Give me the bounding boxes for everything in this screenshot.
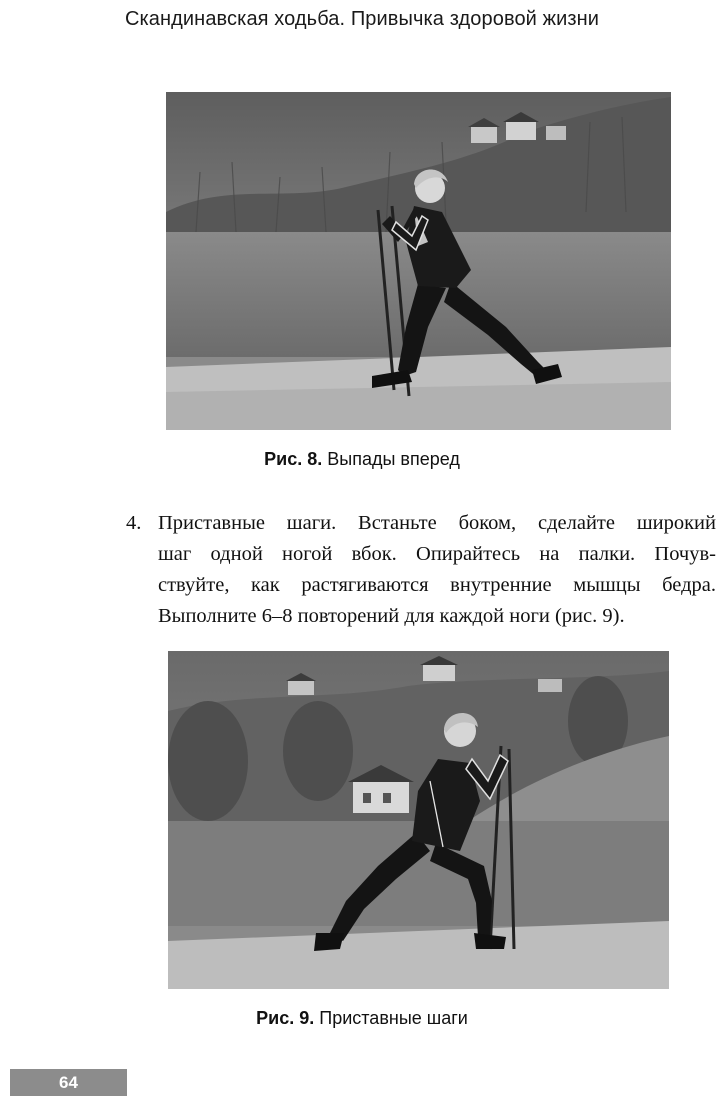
step-number: 4. — [126, 512, 142, 534]
running-title: Скандинавская ходьба. Привычка здоровой жизни — [124, 8, 600, 30]
figure-9-photo — [168, 651, 669, 989]
page-number: 64 — [10, 1069, 127, 1096]
step-4-line-1: Приставные шаги. Встаньте боком, сделайте широкий — [158, 512, 716, 534]
figure-8-label: Рис. 8. — [264, 449, 323, 469]
figure-9-title: Приставные шаги — [319, 1008, 468, 1028]
figure-8-photo — [166, 92, 671, 430]
step-4-line-2: шаг одной ногой вбок. Опирайтесь на палки. Почув- — [158, 543, 716, 565]
step-4-paragraph — [126, 508, 716, 632]
figure-9-label: Рис. 9. — [256, 1008, 315, 1028]
figure-8-caption — [0, 449, 724, 470]
step-4-line-4: Выполните 6–8 повторений для каждой ноги (рис. 9). — [158, 605, 625, 627]
figure-9-caption — [0, 1008, 724, 1029]
step-4-line-3: ствуйте, как растягиваются внутренние мышцы бедра. — [158, 574, 716, 596]
figure-8-title: Выпады вперед — [327, 449, 460, 469]
